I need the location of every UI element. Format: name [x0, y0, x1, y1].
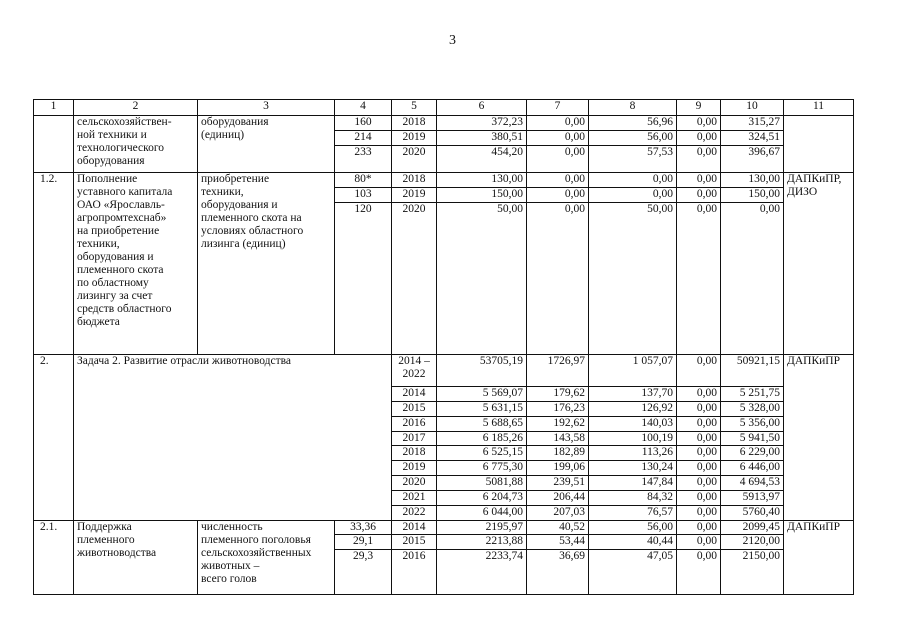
measure-name-cell: Поддержка племенного животноводства — [74, 520, 198, 594]
federal-funding-cell: 0,00 — [527, 173, 589, 188]
federal-funding-cell: 36,69 — [527, 550, 589, 595]
federal-funding-cell: 143,58 — [527, 431, 589, 446]
table-row — [34, 355, 854, 387]
total-funding-cell: 2233,74 — [437, 550, 527, 595]
other-funding-cell: 315,27 — [721, 115, 784, 130]
indicator-cell: оборудования (единиц) — [198, 115, 335, 172]
total-funding-cell: 53705,19 — [437, 355, 527, 387]
local-funding-cell: 0,00 — [677, 416, 721, 431]
total-funding-cell: 6 775,30 — [437, 461, 527, 476]
other-funding-cell: 2099,45 — [721, 520, 784, 535]
year-cell: 2017 — [392, 431, 437, 446]
regional-funding-cell: 40,44 — [589, 535, 677, 550]
year-cell: 2016 — [392, 550, 437, 595]
year-cell: 2019 — [392, 187, 437, 202]
table-row — [34, 115, 854, 130]
other-funding-cell: 6 446,00 — [721, 461, 784, 476]
plan-value-cell: 160 — [335, 115, 392, 130]
regional-funding-cell: 57,53 — [589, 145, 677, 173]
total-funding-cell: 6 525,15 — [437, 446, 527, 461]
year-cell: 2019 — [392, 130, 437, 145]
local-funding-cell: 0,00 — [677, 187, 721, 202]
other-funding-cell: 6 229,00 — [721, 446, 784, 461]
local-funding-cell: 0,00 — [677, 550, 721, 595]
header-cell: 6 — [437, 100, 527, 116]
other-funding-cell: 4 694,53 — [721, 476, 784, 491]
regional-funding-cell: 0,00 — [589, 187, 677, 202]
other-funding-cell: 5 941,50 — [721, 431, 784, 446]
header-cell: 3 — [198, 100, 335, 116]
plan-value-cell: 80* — [335, 173, 392, 188]
regional-funding-cell: 1 057,07 — [589, 355, 677, 387]
header-cell: 9 — [677, 100, 721, 116]
other-funding-cell: 150,00 — [721, 187, 784, 202]
header-cell: 8 — [589, 100, 677, 116]
header-cell: 2 — [74, 100, 198, 116]
executor-cell: ДАПКиПР — [784, 355, 854, 520]
indicator-cell: численность племенного поголовья сельскохозяйственных животных – всего голов — [198, 520, 335, 594]
total-funding-cell: 454,20 — [437, 145, 527, 173]
regional-funding-cell: 0,00 — [589, 173, 677, 188]
total-funding-cell: 5 631,15 — [437, 402, 527, 417]
local-funding-cell: 0,00 — [677, 461, 721, 476]
year-cell: 2014 – 2022 — [392, 355, 437, 387]
header-cell: 4 — [335, 100, 392, 116]
federal-funding-cell: 0,00 — [527, 145, 589, 173]
other-funding-cell: 2120,00 — [721, 535, 784, 550]
federal-funding-cell: 239,51 — [527, 476, 589, 491]
federal-funding-cell: 206,44 — [527, 490, 589, 505]
total-funding-cell: 2195,97 — [437, 520, 527, 535]
local-funding-cell: 0,00 — [677, 446, 721, 461]
regional-funding-cell: 130,24 — [589, 461, 677, 476]
plan-value-cell: 214 — [335, 130, 392, 145]
other-funding-cell: 396,67 — [721, 145, 784, 173]
local-funding-cell: 0,00 — [677, 402, 721, 417]
regional-funding-cell: 140,03 — [589, 416, 677, 431]
year-cell: 2014 — [392, 387, 437, 402]
federal-funding-cell: 176,23 — [527, 402, 589, 417]
total-funding-cell: 5 688,65 — [437, 416, 527, 431]
executor-cell — [784, 115, 854, 172]
task-title-cell: Задача 2. Развитие отрасли животноводства — [74, 355, 392, 520]
other-funding-cell: 130,00 — [721, 173, 784, 188]
header-cell: 10 — [721, 100, 784, 116]
regional-funding-cell: 56,00 — [589, 520, 677, 535]
federal-funding-cell: 182,89 — [527, 446, 589, 461]
plan-value-cell: 29,1 — [335, 535, 392, 550]
total-funding-cell: 5081,88 — [437, 476, 527, 491]
regional-funding-cell: 100,19 — [589, 431, 677, 446]
total-funding-cell: 50,00 — [437, 202, 527, 355]
regional-funding-cell: 147,84 — [589, 476, 677, 491]
regional-funding-cell: 56,96 — [589, 115, 677, 130]
program-table — [33, 99, 854, 595]
row-number-cell — [34, 115, 74, 172]
year-cell: 2020 — [392, 202, 437, 355]
federal-funding-cell: 0,00 — [527, 202, 589, 355]
table-row — [34, 173, 854, 188]
local-funding-cell: 0,00 — [677, 431, 721, 446]
other-funding-cell: 5 251,75 — [721, 387, 784, 402]
year-cell: 2018 — [392, 115, 437, 130]
federal-funding-cell: 40,52 — [527, 520, 589, 535]
total-funding-cell: 6 044,00 — [437, 505, 527, 520]
local-funding-cell: 0,00 — [677, 476, 721, 491]
federal-funding-cell: 1726,97 — [527, 355, 589, 387]
measure-name-cell: Пополнение уставного капитала ОАО «Ярославль- агропромтехснаб» на приобретение техники, оборудования и племенного скота по областному лизингу за счет средств областного бюджета — [74, 173, 198, 355]
other-funding-cell: 5 356,00 — [721, 416, 784, 431]
local-funding-cell: 0,00 — [677, 130, 721, 145]
local-funding-cell: 0,00 — [677, 535, 721, 550]
indicator-cell: приобретение техники, оборудования и племенного скота на условиях областного лизинга (единиц) — [198, 173, 335, 355]
year-cell: 2022 — [392, 505, 437, 520]
other-funding-cell: 2150,00 — [721, 550, 784, 595]
local-funding-cell: 0,00 — [677, 115, 721, 130]
header-cell: 11 — [784, 100, 854, 116]
local-funding-cell: 0,00 — [677, 355, 721, 387]
header-cell: 1 — [34, 100, 74, 116]
executor-cell: ДАПКиПР — [784, 520, 854, 594]
other-funding-cell: 5760,40 — [721, 505, 784, 520]
other-funding-cell: 324,51 — [721, 130, 784, 145]
other-funding-cell: 5 328,00 — [721, 402, 784, 417]
executor-cell: ДАПКиПР, ДИЗО — [784, 173, 854, 355]
year-cell: 2019 — [392, 461, 437, 476]
header-cell: 7 — [527, 100, 589, 116]
year-cell: 2015 — [392, 535, 437, 550]
page-number: 3 — [449, 33, 456, 48]
plan-value-cell: 29,3 — [335, 550, 392, 595]
total-funding-cell: 6 204,73 — [437, 490, 527, 505]
regional-funding-cell: 76,57 — [589, 505, 677, 520]
federal-funding-cell: 53,44 — [527, 535, 589, 550]
regional-funding-cell: 56,00 — [589, 130, 677, 145]
row-number-cell: 1.2. — [34, 173, 74, 355]
total-funding-cell: 150,00 — [437, 187, 527, 202]
federal-funding-cell: 0,00 — [527, 115, 589, 130]
row-number-cell: 2. — [34, 355, 74, 520]
local-funding-cell: 0,00 — [677, 490, 721, 505]
year-cell: 2018 — [392, 446, 437, 461]
row-number-cell: 2.1. — [34, 520, 74, 594]
regional-funding-cell: 84,32 — [589, 490, 677, 505]
total-funding-cell: 380,51 — [437, 130, 527, 145]
federal-funding-cell: 0,00 — [527, 187, 589, 202]
other-funding-cell: 5913,97 — [721, 490, 784, 505]
year-cell: 2020 — [392, 145, 437, 173]
federal-funding-cell: 0,00 — [527, 130, 589, 145]
regional-funding-cell: 47,05 — [589, 550, 677, 595]
year-cell: 2014 — [392, 520, 437, 535]
regional-funding-cell: 126,92 — [589, 402, 677, 417]
regional-funding-cell: 50,00 — [589, 202, 677, 355]
total-funding-cell: 6 185,26 — [437, 431, 527, 446]
total-funding-cell: 2213,88 — [437, 535, 527, 550]
regional-funding-cell: 113,26 — [589, 446, 677, 461]
year-cell: 2016 — [392, 416, 437, 431]
federal-funding-cell: 192,62 — [527, 416, 589, 431]
year-cell: 2015 — [392, 402, 437, 417]
other-funding-cell: 0,00 — [721, 202, 784, 355]
measure-name-cell: сельскохозяйствен- ной техники и технологического оборудования — [74, 115, 198, 172]
header-row — [34, 100, 854, 116]
local-funding-cell: 0,00 — [677, 505, 721, 520]
other-funding-cell: 50921,15 — [721, 355, 784, 387]
year-cell: 2018 — [392, 173, 437, 188]
federal-funding-cell: 199,06 — [527, 461, 589, 476]
local-funding-cell: 0,00 — [677, 520, 721, 535]
year-cell: 2021 — [392, 490, 437, 505]
local-funding-cell: 0,00 — [677, 202, 721, 355]
header-cell: 5 — [392, 100, 437, 116]
local-funding-cell: 0,00 — [677, 387, 721, 402]
year-cell: 2020 — [392, 476, 437, 491]
local-funding-cell: 0,00 — [677, 173, 721, 188]
total-funding-cell: 5 569,07 — [437, 387, 527, 402]
local-funding-cell: 0,00 — [677, 145, 721, 173]
federal-funding-cell: 207,03 — [527, 505, 589, 520]
regional-funding-cell: 137,70 — [589, 387, 677, 402]
total-funding-cell: 130,00 — [437, 173, 527, 188]
plan-value-cell: 233 — [335, 145, 392, 173]
federal-funding-cell: 179,62 — [527, 387, 589, 402]
plan-value-cell: 120 — [335, 202, 392, 355]
table-row — [34, 520, 854, 535]
plan-value-cell: 103 — [335, 187, 392, 202]
plan-value-cell: 33,36 — [335, 520, 392, 535]
total-funding-cell: 372,23 — [437, 115, 527, 130]
